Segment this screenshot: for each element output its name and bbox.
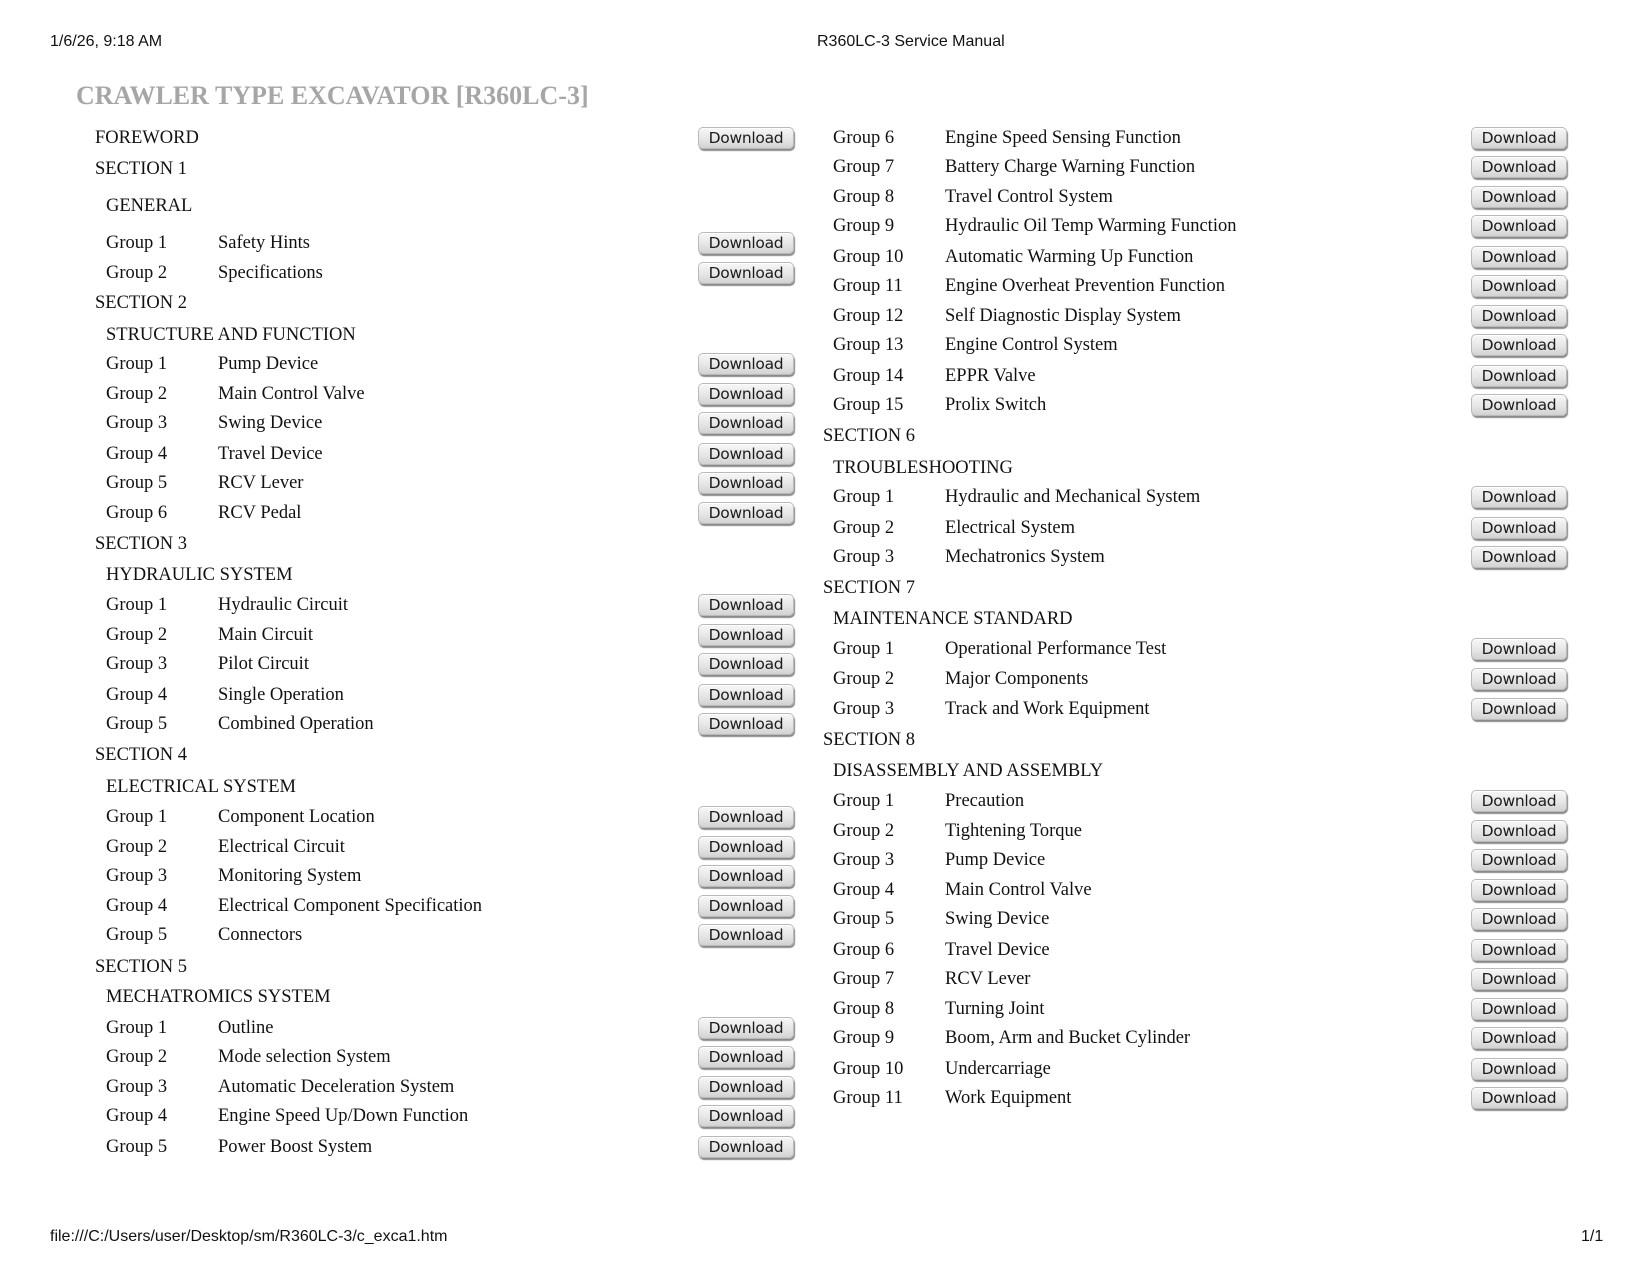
download-button[interactable]: Download [698,924,794,946]
group-title: EPPR Valve [945,366,1036,386]
group-title: Pump Device [218,354,319,374]
toc-group-row [0,878,1650,902]
print-footer-path: file:///C:/Users/user/Desktop/sm/R360LC-3/c_exca1.htm [50,1228,448,1245]
group-title: Boom, Arm and Bucket Cylinder [945,1028,1191,1048]
group-title: Monitoring System [218,866,362,886]
group-title: Track and Work Equipment [945,699,1150,719]
group-number: Group 7 [833,969,895,989]
toc-item-label: FOREWORD [95,128,199,148]
download-button[interactable]: Download [1471,246,1567,268]
group-number: Group 8 [833,999,895,1019]
group-title: Tightening Torque [945,821,1082,841]
group-title: Swing Device [218,413,323,433]
group-title: RCV Lever [945,969,1031,989]
group-number: Group 2 [833,669,895,689]
group-number: Group 13 [833,335,904,355]
download-button[interactable]: Download [1471,365,1567,387]
group-title: Prolix Switch [945,395,1047,415]
group-number: Group 4 [106,1106,168,1126]
toc-group-row [0,1026,1650,1050]
download-button[interactable]: Download [1471,790,1567,812]
group-number: Group 11 [833,1088,903,1108]
group-number: Group 6 [833,940,895,960]
group-title: Single Operation [218,685,344,705]
download-button[interactable]: Download [1471,186,1567,208]
download-button[interactable]: Download [698,1076,794,1098]
group-title: Hydraulic Oil Temp Warming Function [945,216,1237,236]
download-button[interactable]: Download [698,895,794,917]
download-button[interactable]: Download [698,353,794,375]
group-number: Group 1 [106,807,168,827]
download-button[interactable]: Download [698,594,794,616]
toc-group-row [0,185,1650,209]
section-title: SECTION 6 [823,426,915,446]
print-header-datetime: 1/6/26, 9:18 AM [50,33,163,50]
group-number: Group 3 [106,654,168,674]
group-title: Component Location [218,807,375,827]
group-number: Group 8 [833,187,895,207]
group-title: Combined Operation [218,714,374,734]
group-number: Group 3 [106,413,168,433]
section-heading [0,607,1650,631]
group-number: Group 10 [833,247,904,267]
section-heading-title: GENERAL [106,196,193,216]
section-title: SECTION 1 [95,159,187,179]
group-number: Group 10 [833,1059,904,1079]
group-number: Group 14 [833,366,904,386]
toc-group-row [0,667,1650,691]
group-title: Engine Speed Sensing Function [945,128,1181,148]
group-number: Group 7 [833,157,895,177]
download-button[interactable]: Download [1471,638,1567,660]
print-header-title: R360LC-3 Service Manual [817,33,1005,50]
group-number: Group 1 [106,595,168,615]
group-number: Group 1 [833,791,895,811]
group-title: RCV Lever [218,473,304,493]
group-title: Electrical Circuit [218,837,345,857]
group-title: Specifications [218,263,323,283]
group-title: Major Components [945,669,1089,689]
group-number: Group 12 [833,306,904,326]
toc-group-row [0,364,1650,388]
section-title: SECTION 2 [95,293,187,313]
group-title: Hydraulic and Mechanical System [945,487,1201,507]
section-title: SECTION 8 [823,730,915,750]
group-number: Group 4 [833,880,895,900]
download-button[interactable]: Download [1471,1027,1567,1049]
group-title: Self Diagnostic Display System [945,306,1181,326]
group-title: Engine Speed Up/Down Function [218,1106,469,1126]
group-title: Mode selection System [218,1047,391,1067]
group-number: Group 2 [833,821,895,841]
group-number: Group 4 [106,685,168,705]
group-number: Group 1 [833,639,895,659]
section-heading-title: TROUBLESHOOTING [833,458,1013,478]
group-number: Group 2 [106,263,168,283]
download-button[interactable]: Download [698,1105,794,1127]
group-title: Automatic Deceleration System [218,1077,455,1097]
toc-group-row [0,848,1650,872]
download-button[interactable]: Download [698,472,794,494]
download-button[interactable]: Download [1471,1087,1567,1109]
group-title: Precaution [945,791,1025,811]
toc-group-row [0,155,1650,179]
toc-group-row [0,516,1650,540]
download-button[interactable]: Download [1471,698,1567,720]
group-title: Power Boost System [218,1137,373,1157]
group-title: Engine Control System [945,335,1118,355]
download-button[interactable]: Download [698,653,794,675]
group-number: Group 1 [106,354,168,374]
download-button[interactable]: Download [1471,275,1567,297]
group-number: Group 3 [833,547,895,567]
group-number: Group 3 [106,1077,168,1097]
toc-group-row [0,1086,1650,1110]
toc-group-row [0,214,1650,238]
group-number: Group 6 [106,503,168,523]
toc-group-row [0,126,1650,150]
download-button[interactable]: Download [1471,1058,1567,1080]
toc-group-row [0,245,1650,269]
group-title: Pilot Circuit [218,654,309,674]
group-title: Hydraulic Circuit [218,595,348,615]
download-button[interactable]: Download [1471,668,1567,690]
download-button[interactable]: Download [698,262,794,284]
group-title: Safety Hints [218,233,310,253]
toc-group-row [0,938,1650,962]
download-button[interactable]: Download [698,806,794,828]
download-button[interactable]: Download [698,1046,794,1068]
group-number: Group 5 [106,714,168,734]
download-button[interactable]: Download [1471,127,1567,149]
group-number: Group 2 [106,625,168,645]
toc-group-row [0,1057,1650,1081]
toc-group-row [0,485,1650,509]
group-number: Group 6 [833,128,895,148]
section-heading-title: MAINTENANCE STANDARD [833,609,1073,629]
toc-group-row [0,997,1650,1021]
toc-group-row [0,1135,1650,1159]
download-button[interactable]: Download [698,232,794,254]
group-number: Group 3 [833,699,895,719]
group-number: Group 2 [106,1047,168,1067]
download-button[interactable]: Download [1471,334,1567,356]
download-button[interactable]: Download [1471,908,1567,930]
group-title: Turning Joint [945,999,1045,1019]
group-number: Group 9 [833,216,895,236]
download-button[interactable]: Download [698,383,794,405]
group-number: Group 5 [833,909,895,929]
download-button[interactable]: Download [1471,939,1567,961]
download-button[interactable]: Download [1471,517,1567,539]
download-button[interactable]: Download [698,502,794,524]
download-button[interactable]: Download [698,684,794,706]
group-title: Travel Control System [945,187,1113,207]
download-button[interactable]: Download [1471,968,1567,990]
group-number: Group 2 [106,837,168,857]
toc-group-row [0,637,1650,661]
section-title: SECTION 4 [95,745,187,765]
group-title: Automatic Warming Up Function [945,247,1194,267]
download-button[interactable]: Download [1471,849,1567,871]
group-title: Battery Charge Warning Function [945,157,1196,177]
group-title: Connectors [218,925,303,945]
download-button[interactable]: Download [698,624,794,646]
group-title: Travel Device [218,444,323,464]
download-button[interactable]: Download [1471,215,1567,237]
toc-group-row [0,333,1650,357]
toc-group-row [0,907,1650,931]
group-number: Group 9 [833,1028,895,1048]
download-button[interactable]: Download [698,836,794,858]
toc-group-row [0,545,1650,569]
download-button[interactable]: Download [1471,305,1567,327]
download-button[interactable]: Download [1471,879,1567,901]
download-button[interactable]: Download [1471,998,1567,1020]
group-number: Group 5 [106,1137,168,1157]
download-button[interactable]: Download [698,1017,794,1039]
toc-group-row [0,697,1650,721]
section-title: SECTION 3 [95,534,187,554]
toc-group-row [0,393,1650,417]
download-button[interactable]: Download [698,412,794,434]
download-button[interactable]: Download [1471,156,1567,178]
download-button[interactable]: Download [1471,486,1567,508]
section-heading-title: DISASSEMBLY AND ASSEMBLY [833,761,1104,781]
section-heading [0,759,1650,783]
section-heading-title: ELECTRICAL SYSTEM [106,777,296,797]
toc-group-row [0,819,1650,843]
download-button[interactable]: Download [1471,546,1567,568]
toc-group-row [0,789,1650,813]
section-label [0,576,1650,600]
section-title: SECTION 7 [823,578,915,598]
group-title: RCV Pedal [218,503,302,523]
group-title: Undercarriage [945,1059,1051,1079]
group-number: Group 15 [833,395,904,415]
download-button[interactable]: Download [1471,394,1567,416]
toc-group-row [0,274,1650,298]
group-number: Group 1 [833,487,895,507]
download-button[interactable]: Download [698,443,794,465]
section-heading-title: MECHATROMICS SYSTEM [106,987,331,1007]
page-title: CRAWLER TYPE EXCAVATOR [R360LC-3] [76,81,589,110]
group-title: Swing Device [945,909,1050,929]
section-label [0,728,1650,752]
toc-group-row [0,967,1650,991]
group-number: Group 3 [106,866,168,886]
download-button[interactable]: Download [1471,820,1567,842]
download-button[interactable]: Download [698,713,794,735]
toc-group-row [0,304,1650,328]
group-title: Main Control Valve [945,880,1092,900]
section-label [0,424,1650,448]
group-title: Main Circuit [218,625,314,645]
group-number: Group 1 [106,233,168,253]
group-number: Group 4 [106,444,168,464]
group-title: Mechatronics System [945,547,1105,567]
group-title: Electrical System [945,518,1075,538]
section-heading-title: STRUCTURE AND FUNCTION [106,325,356,345]
group-title: Pump Device [945,850,1046,870]
group-title: Main Control Valve [218,384,365,404]
section-heading [0,456,1650,480]
group-number: Group 1 [106,1018,168,1038]
print-footer-page-number: 1/1 [1581,1228,1604,1245]
group-number: Group 11 [833,276,903,296]
group-number: Group 4 [106,896,168,916]
group-number: Group 5 [106,925,168,945]
group-title: Operational Performance Test [945,639,1167,659]
group-number: Group 3 [833,850,895,870]
group-title: Engine Overheat Prevention Function [945,276,1226,296]
download-button[interactable]: Download [698,127,794,149]
group-title: Work Equipment [945,1088,1072,1108]
section-title: SECTION 5 [95,957,187,977]
group-title: Electrical Component Specification [218,896,483,916]
download-button[interactable]: Download [698,1136,794,1158]
group-title: Travel Device [945,940,1050,960]
group-number: Group 2 [833,518,895,538]
group-number: Group 2 [106,384,168,404]
group-title: Outline [218,1018,274,1038]
section-heading-title: HYDRAULIC SYSTEM [106,565,293,585]
download-button[interactable]: Download [698,865,794,887]
group-number: Group 5 [106,473,168,493]
